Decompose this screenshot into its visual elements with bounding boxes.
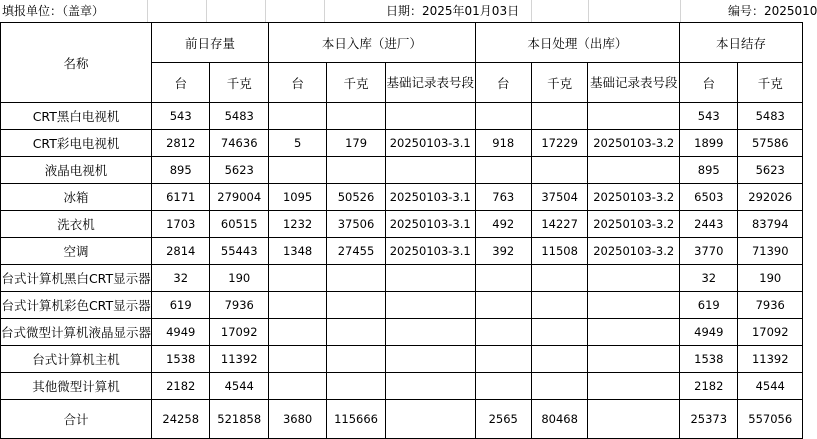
data-cell[interactable] — [327, 157, 386, 184]
item-name-cell[interactable]: 台式计算机黑白CRT显示器 — [1, 265, 152, 292]
data-cell[interactable]: 895 — [680, 157, 738, 184]
data-cell[interactable]: 763 — [475, 184, 531, 211]
data-cell[interactable]: 20250103-3.2 — [588, 184, 680, 211]
gridline — [265, 0, 266, 22]
data-cell[interactable]: 392 — [475, 238, 531, 265]
data-cell[interactable]: 179 — [327, 130, 386, 157]
gridline — [147, 0, 148, 22]
data-cell[interactable]: 5483 — [210, 103, 269, 130]
data-cell[interactable]: 2443 — [680, 211, 738, 238]
data-cell[interactable]: 115666 — [327, 400, 386, 439]
table-row — [1, 184, 803, 211]
data-cell[interactable]: 3680 — [269, 400, 327, 439]
data-cell[interactable]: 543 — [152, 103, 210, 130]
data-cell[interactable] — [327, 373, 386, 400]
data-cell[interactable]: 37506 — [327, 211, 386, 238]
data-cell[interactable]: 20250103-3.2 — [588, 130, 680, 157]
subheader-cell[interactable]: 千克 — [738, 63, 803, 103]
data-cell[interactable] — [385, 292, 475, 319]
data-cell[interactable]: 4949 — [680, 319, 738, 346]
data-cell[interactable] — [475, 265, 531, 292]
table-row — [1, 292, 803, 319]
data-cell[interactable]: 1538 — [680, 346, 738, 373]
data-cell[interactable] — [385, 346, 475, 373]
table-row — [1, 211, 803, 238]
data-cell[interactable]: 279004 — [210, 184, 269, 211]
item-name-cell[interactable]: 台式计算机主机 — [1, 346, 152, 373]
gridline — [206, 0, 207, 22]
data-cell[interactable]: 6503 — [680, 184, 738, 211]
data-cell[interactable] — [327, 292, 386, 319]
data-cell[interactable]: 17092 — [210, 319, 269, 346]
data-cell[interactable] — [588, 319, 680, 346]
table-row — [1, 265, 803, 292]
subheader-cell[interactable]: 台 — [152, 63, 210, 103]
data-cell[interactable]: 60515 — [210, 211, 269, 238]
data-cell[interactable]: 50526 — [327, 184, 386, 211]
data-cell[interactable]: 895 — [152, 157, 210, 184]
data-cell[interactable] — [475, 346, 531, 373]
data-cell[interactable]: 2814 — [152, 238, 210, 265]
data-cell[interactable] — [588, 373, 680, 400]
data-cell[interactable] — [327, 346, 386, 373]
data-cell[interactable] — [269, 319, 327, 346]
data-cell[interactable]: 619 — [680, 292, 738, 319]
data-cell[interactable] — [531, 157, 587, 184]
data-cell[interactable] — [269, 292, 327, 319]
item-name-cell[interactable]: 台式微型计算机液晶显示器 — [1, 319, 152, 346]
data-cell[interactable] — [531, 319, 587, 346]
data-cell[interactable] — [588, 400, 680, 439]
data-cell[interactable]: 37504 — [531, 184, 587, 211]
data-cell[interactable] — [531, 373, 587, 400]
data-cell[interactable]: 32 — [680, 265, 738, 292]
unit-label[interactable]: 填报单位：（盖章） — [2, 4, 105, 18]
data-cell[interactable]: 2182 — [152, 373, 210, 400]
header-inbound[interactable]: 本日入库（进厂） — [269, 23, 476, 63]
data-cell[interactable] — [269, 373, 327, 400]
data-cell[interactable] — [588, 292, 680, 319]
table-body — [1, 103, 803, 439]
table-row — [1, 238, 803, 265]
total-row — [1, 400, 803, 439]
data-cell[interactable]: 20250103-3.2 — [588, 238, 680, 265]
gridline — [324, 0, 325, 22]
data-cell[interactable]: 557056 — [738, 400, 803, 439]
data-cell[interactable] — [385, 400, 475, 439]
data-cell[interactable] — [588, 157, 680, 184]
data-cell[interactable]: 2812 — [152, 130, 210, 157]
data-cell[interactable]: 11508 — [531, 238, 587, 265]
data-cell[interactable]: 32 — [152, 265, 210, 292]
data-cell[interactable]: 83794 — [738, 211, 803, 238]
data-cell[interactable] — [327, 103, 386, 130]
data-cell[interactable]: 5623 — [210, 157, 269, 184]
data-cell[interactable]: 1899 — [680, 130, 738, 157]
data-cell[interactable]: 1348 — [269, 238, 327, 265]
data-cell[interactable] — [531, 103, 587, 130]
data-cell[interactable]: 5 — [269, 130, 327, 157]
sheet-title-row — [0, 0, 817, 22]
data-cell[interactable]: 14227 — [531, 211, 587, 238]
table-row — [1, 103, 803, 130]
data-cell[interactable] — [475, 319, 531, 346]
data-cell[interactable] — [269, 346, 327, 373]
data-cell[interactable] — [475, 373, 531, 400]
data-cell[interactable]: 2182 — [680, 373, 738, 400]
data-cell[interactable] — [531, 292, 587, 319]
data-cell[interactable]: 25373 — [680, 400, 738, 439]
date-label[interactable]: 日期：2025年01月03日 — [386, 4, 520, 18]
data-cell[interactable] — [588, 103, 680, 130]
header-balance[interactable]: 本日结存 — [680, 23, 803, 63]
data-cell[interactable]: 7936 — [738, 292, 803, 319]
data-cell[interactable]: 57586 — [738, 130, 803, 157]
data-cell[interactable] — [475, 103, 531, 130]
gridline — [680, 0, 681, 22]
data-cell[interactable] — [385, 319, 475, 346]
data-cell[interactable] — [475, 292, 531, 319]
data-cell[interactable]: 20250103-3.1 — [385, 238, 475, 265]
gridline — [588, 0, 589, 22]
data-cell[interactable]: 619 — [152, 292, 210, 319]
subheader-cell[interactable]: 基础记录表号段 — [588, 63, 680, 103]
header-group-row — [1, 23, 803, 63]
data-cell[interactable]: 543 — [680, 103, 738, 130]
data-cell[interactable] — [385, 157, 475, 184]
subheader-cell[interactable]: 台 — [475, 63, 531, 103]
table-row — [1, 130, 803, 157]
data-cell[interactable]: 71390 — [738, 238, 803, 265]
data-cell[interactable]: 3770 — [680, 238, 738, 265]
table-row — [1, 373, 803, 400]
data-cell[interactable]: 17092 — [738, 319, 803, 346]
data-cell[interactable]: 11392 — [210, 346, 269, 373]
table-row — [1, 319, 803, 346]
item-name-cell[interactable]: 洗衣机 — [1, 211, 152, 238]
subheader-cell[interactable]: 千克 — [210, 63, 269, 103]
item-name-cell[interactable]: 台式计算机彩色CRT显示器 — [1, 292, 152, 319]
data-cell[interactable]: 20250103-3.2 — [588, 211, 680, 238]
data-cell[interactable]: 190 — [738, 265, 803, 292]
data-cell[interactable]: 27455 — [327, 238, 386, 265]
data-cell[interactable]: 11392 — [738, 346, 803, 373]
data-cell[interactable] — [385, 373, 475, 400]
data-cell[interactable]: 492 — [475, 211, 531, 238]
data-cell[interactable]: 1095 — [269, 184, 327, 211]
data-cell[interactable] — [531, 346, 587, 373]
subheader-cell[interactable]: 基础记录表号段 — [385, 63, 475, 103]
data-cell[interactable]: 5623 — [738, 157, 803, 184]
inventory-table — [0, 22, 803, 439]
subheader-cell[interactable]: 台 — [680, 63, 738, 103]
item-name-cell[interactable]: 冰箱 — [1, 184, 152, 211]
item-name-cell[interactable]: 合计 — [1, 400, 152, 439]
header-name[interactable]: 名称 — [1, 23, 152, 103]
data-cell[interactable] — [269, 103, 327, 130]
data-cell[interactable]: 292026 — [738, 184, 803, 211]
data-cell[interactable]: 6171 — [152, 184, 210, 211]
data-cell[interactable] — [475, 157, 531, 184]
data-cell[interactable]: 80468 — [531, 400, 587, 439]
data-cell[interactable] — [588, 346, 680, 373]
header-outbound[interactable]: 本日处理（出库） — [475, 23, 679, 63]
subheader-cell[interactable]: 千克 — [327, 63, 386, 103]
data-cell[interactable] — [327, 265, 386, 292]
item-name-cell[interactable]: CRT黑白电视机 — [1, 103, 152, 130]
data-cell[interactable]: 918 — [475, 130, 531, 157]
subheader-cell[interactable]: 台 — [269, 63, 327, 103]
data-cell[interactable] — [588, 265, 680, 292]
data-cell[interactable]: 24258 — [152, 400, 210, 439]
table-row — [1, 157, 803, 184]
item-name-cell[interactable]: 液晶电视机 — [1, 157, 152, 184]
gridline — [531, 0, 532, 22]
number-label[interactable]: 编号：2025010 — [728, 4, 817, 18]
data-cell[interactable]: 17229 — [531, 130, 587, 157]
data-cell[interactable]: 190 — [210, 265, 269, 292]
data-cell[interactable]: 20250103-3.1 — [385, 130, 475, 157]
item-name-cell[interactable]: CRT彩电电视机 — [1, 130, 152, 157]
data-cell[interactable] — [385, 103, 475, 130]
subheader-cell[interactable]: 千克 — [531, 63, 587, 103]
data-cell[interactable]: 1538 — [152, 346, 210, 373]
data-cell[interactable] — [385, 265, 475, 292]
data-cell[interactable]: 1232 — [269, 211, 327, 238]
data-cell[interactable]: 521858 — [210, 400, 269, 439]
data-cell[interactable]: 5483 — [738, 103, 803, 130]
data-cell[interactable] — [531, 265, 587, 292]
data-cell[interactable] — [327, 319, 386, 346]
data-cell[interactable]: 4949 — [152, 319, 210, 346]
item-name-cell[interactable]: 空调 — [1, 238, 152, 265]
table-row — [1, 346, 803, 373]
data-cell[interactable]: 74636 — [210, 130, 269, 157]
data-cell[interactable]: 2565 — [475, 400, 531, 439]
data-cell[interactable]: 4544 — [210, 373, 269, 400]
data-cell[interactable] — [269, 265, 327, 292]
data-cell[interactable]: 1703 — [152, 211, 210, 238]
item-name-cell[interactable]: 其他微型计算机 — [1, 373, 152, 400]
data-cell[interactable]: 4544 — [738, 373, 803, 400]
data-cell[interactable]: 55443 — [210, 238, 269, 265]
header-prev-stock[interactable]: 前日存量 — [152, 23, 269, 63]
data-cell[interactable]: 20250103-3.1 — [385, 184, 475, 211]
data-cell[interactable]: 7936 — [210, 292, 269, 319]
data-cell[interactable] — [269, 157, 327, 184]
data-cell[interactable]: 20250103-3.1 — [385, 211, 475, 238]
